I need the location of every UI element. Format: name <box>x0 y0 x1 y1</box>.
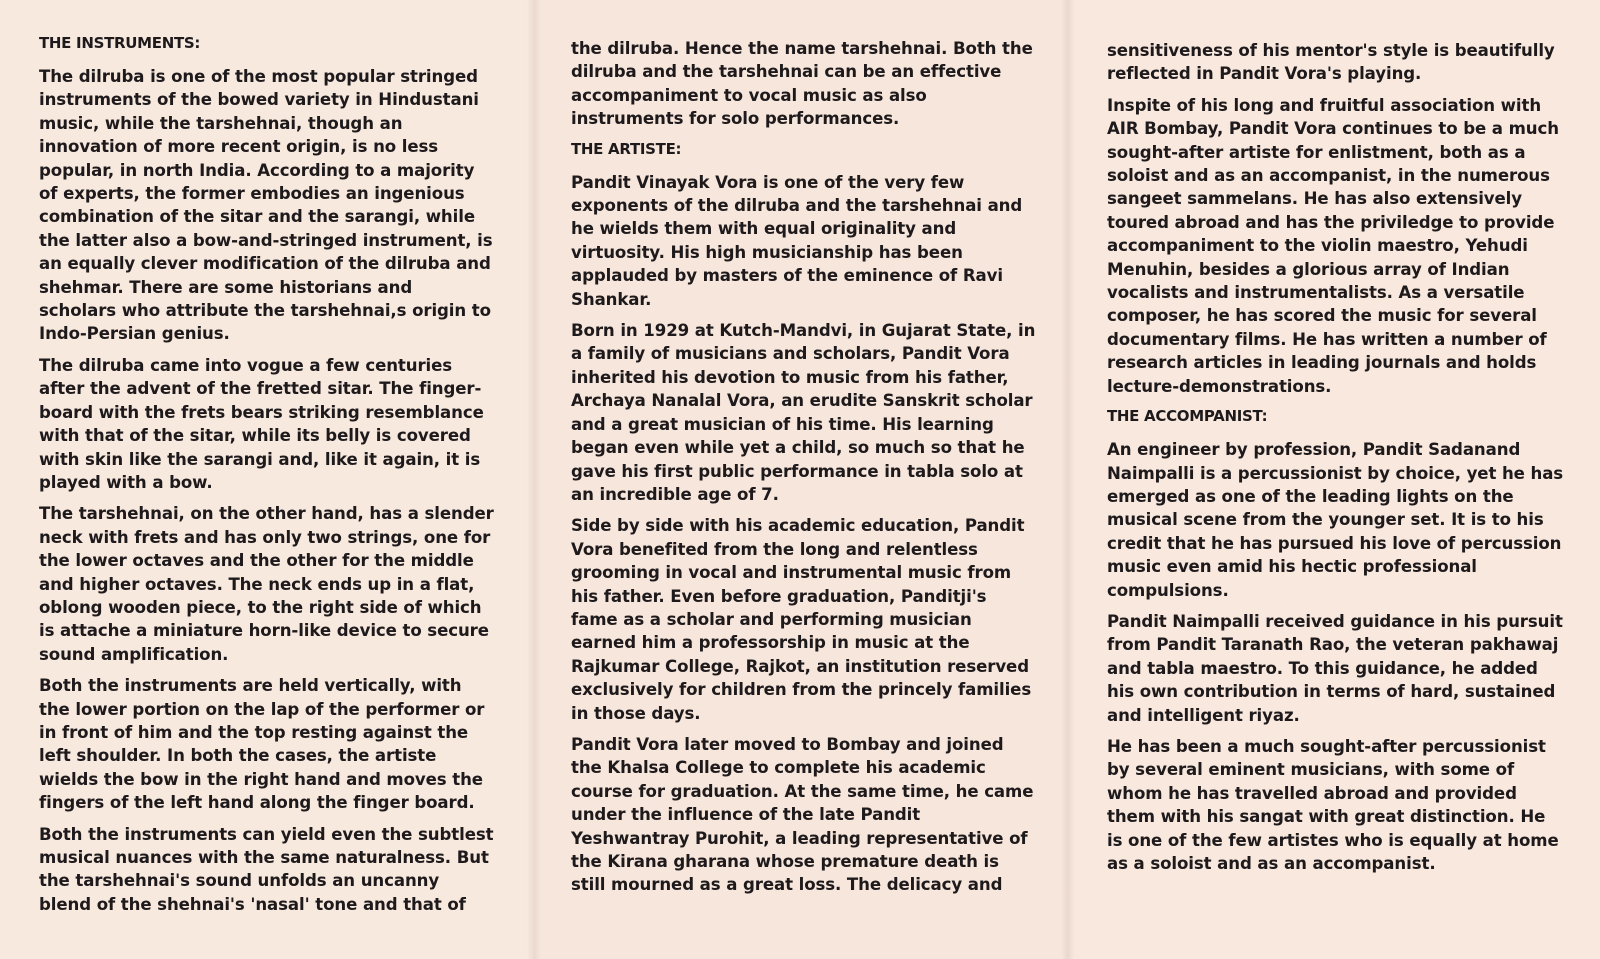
body-paragraph: The dilruba is one of the most popular stringed instruments of the bowed variety in Hindustani music, while the tarshehnai, though an innovation of more recent origin, is no less popular, in north India. According to a majority of experts, the former embodies an ingenious combination of the sitar and the sarangi, while the latter also a bow-and-stringed instrument, is an equally clever modification of the dilruba and shehmar. There are some historians and scholars who attribute the tarshehnai,s origin to Indo-Persian genius. <box>39 67 493 344</box>
body-paragraph: Pandit Vora later moved to Bombay and joined the Khalsa College to complete his academic course for graduation. At the same time, he came under the influence of the late Pandit Yeshwantray Purohit, a leading representative of the Kirana gharana whose premature death is still mourned as a great loss. The delicacy and <box>571 734 1034 895</box>
section-heading: THE ARTISTE: <box>571 139 682 158</box>
body-paragraph: The tarshehnai, on the other hand, has a slender neck with frets and has only two strings, one for the lower octaves and the other for the middle and higher octaves. The neck ends up in a flat, oblong wooden piece, to the right side of which is attache a miniature horn-like device to secure sound amplification. <box>39 504 494 664</box>
body-paragraph: Both the instruments can yield even the subtlest musical nuances with the same naturalness. But the tarshehnai's sound unfolds an uncanny blend of the shehnai's 'nasal' tone and that of <box>39 824 494 914</box>
body-paragraph: Pandit Vinayak Vora is one of the very few exponents of the dilruba and the tarshehnai and he wields them with equal originality and virtuosity. His high musicianship has been applauded by masters of the eminence of Ravi Shankar. <box>571 172 1023 309</box>
body-paragraph: Pandit Naimpalli received guidance in his pursuit from Pandit Taranath Rao, the veteran pakhawaj and tabla maestro. To this guidance, he added his own contribution in terms of hard, sustained and intelligent riyaz. <box>1107 611 1563 725</box>
body-paragraph: the dilruba. Hence the name tarshehnai. Both the dilruba and the tarshehnai can be an effective accompaniment to vocal music as also instruments for solo performances. <box>571 39 1033 129</box>
fold-crease <box>527 0 541 959</box>
body-paragraph: An engineer by profession, Pandit Sadanand Naimpalli is a percussionist by choice, yet he has emerged as one of the leading lights on the musical scene from the younger set. It is to his credit that he has pursued his love of percussion music even amid his hectic professional compulsions. <box>1107 440 1564 600</box>
body-paragraph: The dilruba came into vogue a few centuries after the advent of the fretted sitar. The finger-board with the frets bears striking resemblance with that of the sitar, while its belly is covered with skin like the sarangi and, like it again, it is played with a bow. <box>39 355 484 492</box>
column-instruments <box>39 33 494 924</box>
column-artiste <box>571 37 1037 905</box>
body-paragraph: Born in 1929 at Kutch-Mandvi, in Gujarat State, in a family of musicians and scholars, Pandit Vora inherited his devotion to music from his father, Archaya Nanalal Vora, an erudite Sanskrit scholar and a great musician of his time. His learning began even while yet a child, so much so that he gave his first public performance in tabla solo at an incredible age of 7. <box>571 321 1036 504</box>
column-accompanist <box>1107 39 1565 883</box>
section-heading: THE INSTRUMENTS: <box>39 34 201 52</box>
body-paragraph: Both the instruments are held vertically, with the lower portion on the lap of the performer or in front of him and the top resting against the left shoulder. In both the cases, the artiste wields the bow in the right hand and moves the fingers of the left hand along the finger board. <box>39 676 485 813</box>
body-paragraph: He has been a much sought-after percussionist by several eminent musicians, with some of whom he has travelled abroad and provided them with his sangat with great distinction. He is one of the few artistes who is equally at home as a soloist and as an accompanist. <box>1107 736 1559 873</box>
body-paragraph: sensitiveness of his mentor's style is beautifully reflected in Pandit Vora's playing. <box>1107 41 1555 84</box>
fold-crease <box>1061 0 1075 959</box>
section-heading: THE ACCOMPANIST: <box>1107 407 1268 426</box>
body-paragraph: Side by side with his academic education, Pandit Vora benefited from the long and relentless grooming in vocal and instrumental music from his father. Even before graduation, Panditji's fame as a scholar and performing musician earned him a professorship in music at the Rajkumar College, Rajkot, an institution reserved exclusively for children from the princely families in those days. <box>571 516 1032 723</box>
body-paragraph: Inspite of his long and fruitful association with AIR Bombay, Pandit Vora continues to be a much sought-after artiste for enlistment, both as a soloist and as an accompanist, in the numerous sangeet sammelans. He has also extensively toured abroad and has the priviledge to provide accompaniment to the violin maestro, Yehudi Menuhin, besides a glorious array of Indian vocalists and instrumentalists. As a versatile composer, he has scored the music for several documentary films. He has written a number of research articles in leading journals and holds lecture-demonstrations. <box>1107 95 1559 396</box>
